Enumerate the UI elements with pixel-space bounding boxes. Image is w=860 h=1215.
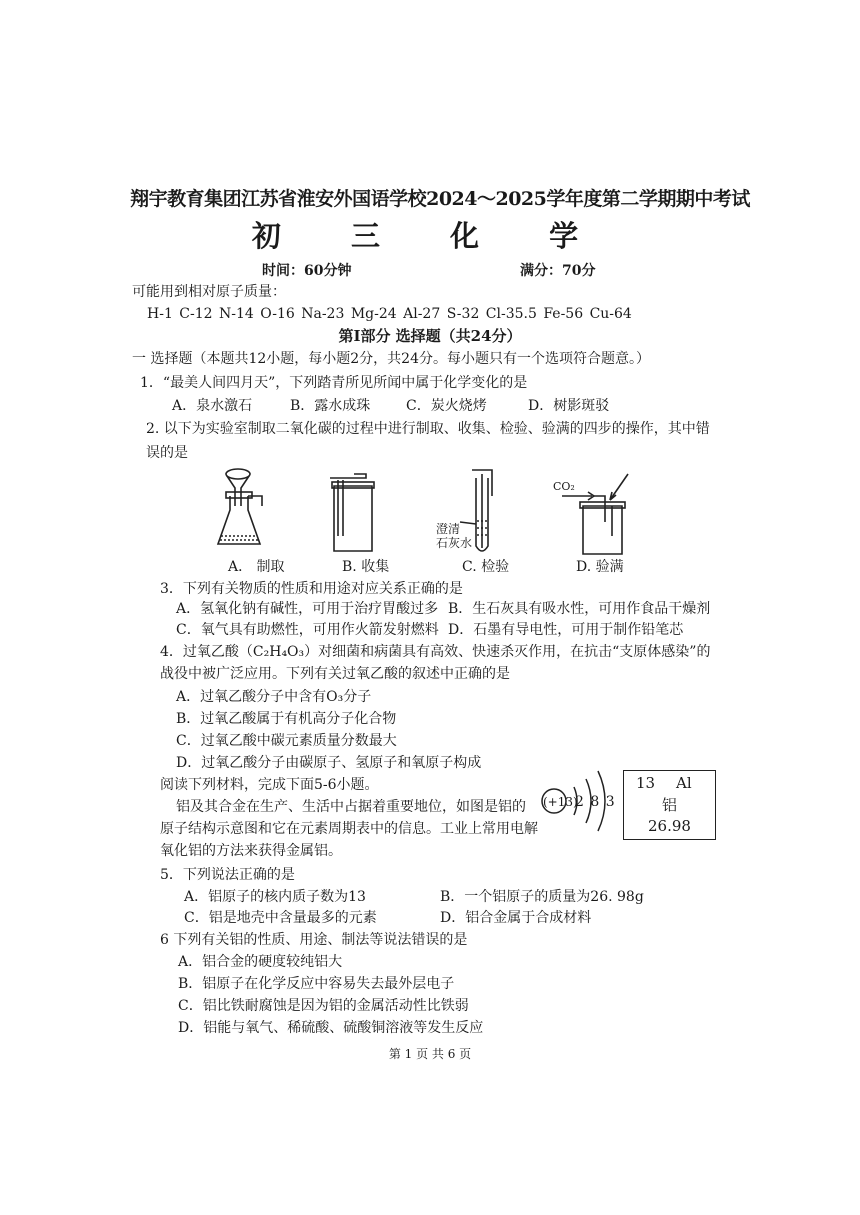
reading-line2: 原子结构示意图和它在元素周期表中的信息。工业上常用电解 xyxy=(160,821,538,837)
q6-option-a: A．铝合金的硬度较纯铝大 xyxy=(178,954,343,970)
atom-shells: 2 8 3 xyxy=(575,794,615,810)
reading-intro: 阅读下列材料，完成下面5-6小题。 xyxy=(160,777,379,793)
q4-option-a: A．过氧乙酸分子中含有O₃分子 xyxy=(176,689,372,705)
exam-time: 时间：60分钟 xyxy=(262,263,352,279)
q1-stem: 1．“最美人间四月天”，下列踏青所见所闻中属于化学变化的是 xyxy=(140,375,528,391)
co2-label: CO₂ xyxy=(553,480,575,493)
q4-stem-line2: 战役中被广泛应用。下列有关过氧乙酸的叙述中正确的是 xyxy=(160,666,510,682)
q5-option-a: A．铝原子的核内质子数为13 xyxy=(184,889,366,905)
q4-option-d: D．过氧乙酸分子由碳原子、氢原子和氧原子构成 xyxy=(176,755,482,771)
q3-option-a: A．氢氧化钠有碱性，可用于治疗胃酸过多 xyxy=(176,601,439,617)
exam-header-title: 翔宇教育集团江苏省淮安外国语学校2024～2025学年度第二学期期中考试 xyxy=(130,188,750,210)
q3-stem: 3．下列有关物质的性质和用途对应关系正确的是 xyxy=(160,581,463,597)
element-number: 13 xyxy=(636,774,656,792)
q2-label-c: C. 检验 xyxy=(462,559,510,575)
q6-option-b: B．铝原子在化学反应中容易失去最外层电子 xyxy=(178,976,455,992)
generator-flask-icon xyxy=(218,469,262,544)
periodic-table-cell xyxy=(623,770,716,840)
part1-title: 第Ⅰ部分 选择题（共24分） xyxy=(338,327,522,345)
q1-option-b: B．露水成珠 xyxy=(290,398,371,414)
reading-line1: 铝及其合金在生产、生活中占据着重要地位，如图是铝的 xyxy=(176,799,526,815)
q4-option-b: B．过氧乙酸属于有机高分子化合物 xyxy=(176,711,397,727)
reading-line3: 氧化铝的方法来获得金属铝。 xyxy=(160,843,342,859)
q1-option-a: A．泉水激石 xyxy=(172,398,253,414)
element-mass: 26.98 xyxy=(648,817,691,835)
q3-option-b: B．生石灰具有吸水性，可用作食品干燥剂 xyxy=(448,601,711,617)
q1-option-c: C．炭火烧烤 xyxy=(406,398,487,414)
q2-label-b: B. 收集 xyxy=(342,559,390,575)
q4-option-c: C．过氧乙酸中碳元素质量分数最大 xyxy=(176,733,397,749)
q5-option-c: C．铝是地壳中含量最多的元素 xyxy=(184,910,377,926)
q3-option-d: D．石墨有导电性，可用于制作铅笔芯 xyxy=(448,622,684,638)
q2-stem-line2: 误的是 xyxy=(146,445,188,461)
q1-option-d: D．树影斑驳 xyxy=(528,398,610,414)
q6-option-c: C．铝比铁耐腐蚀是因为铝的金属活动性比铁弱 xyxy=(178,998,469,1014)
subject-title: 初 三 化 学 xyxy=(251,219,609,253)
collection-bottle-icon xyxy=(330,474,374,551)
atom-nucleus: (+13) xyxy=(543,795,578,809)
reagent-label-line1: 澄清 xyxy=(436,522,461,536)
q5-stem: 5．下列说法正确的是 xyxy=(160,867,295,883)
q6-option-d: D．铝能与氧气、稀硫酸、硫酸铜溶液等发生反应 xyxy=(178,1020,484,1036)
exam-score: 满分：70分 xyxy=(520,263,596,279)
element-symbol: Al xyxy=(676,774,692,792)
q2-label-d: D. 验满 xyxy=(576,559,624,575)
page-footer: 第 1 页 共 6 页 xyxy=(388,1047,472,1061)
q6-stem: 6 下列有关铝的性质、用途、制法等说法错误的是 xyxy=(160,932,468,948)
q4-stem-line1: 4．过氧乙酸（C₂H₄O₃）对细菌和病菌具有高效、快速杀灭作用，在抗击“支原体感染”的 xyxy=(160,644,711,660)
reagent-label-line2: 石灰水 xyxy=(436,536,473,550)
element-name: 铝 xyxy=(661,796,677,814)
atomic-mass-values: H-1 C-12 N-14 O-16 Na-23 Mg-24 Al-27 S-32 Cl-35.5 Fe-56 Cu-64 xyxy=(147,306,632,322)
q2-stem-line1: 2. 以下为实验室制取二氧化碳的过程中进行制取、收集、检验、验满的四步的操作，其中错 xyxy=(146,421,710,437)
atomic-mass-label: 可能用到相对原子质量： xyxy=(132,284,286,300)
q5-option-d: D．铝合金属于合成材料 xyxy=(440,910,592,926)
part1-instruction: 一 选择题（本题共12小题，每小题2分，共24分。每小题只有一个选项符合题意。） xyxy=(132,351,650,367)
q2-label-a: A． 制取 xyxy=(228,559,285,575)
q5-option-b: B．一个铝原子的质量为26. 98g xyxy=(440,889,644,905)
q3-option-c: C．氧气具有助燃性，可用作火箭发射燃料 xyxy=(176,622,439,638)
